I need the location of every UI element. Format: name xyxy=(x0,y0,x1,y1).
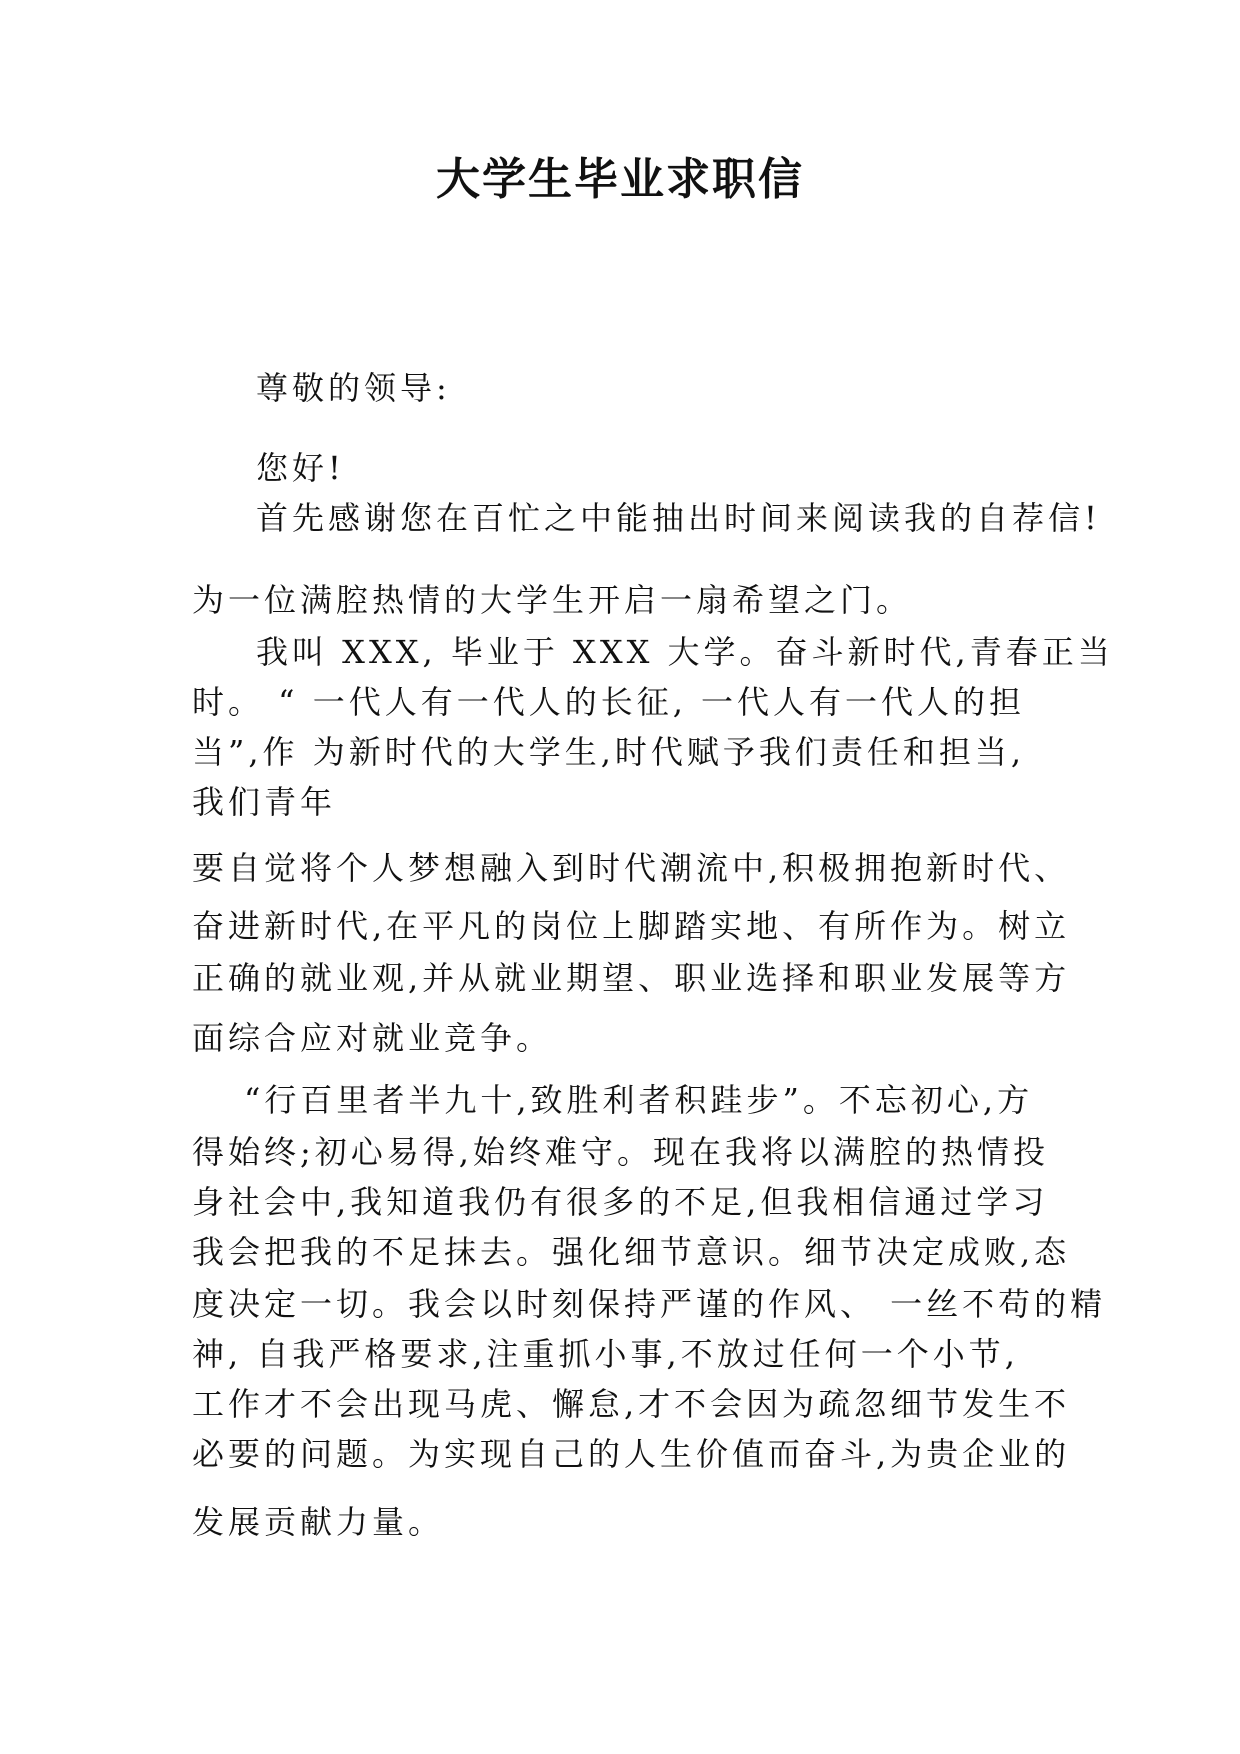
greeting: 您好! xyxy=(256,449,345,487)
paragraph-line: 度决定一切。我会以时刻保持严谨的作风、 一丝不苟的精 xyxy=(192,1285,1107,1323)
paragraph-line: 发展贡献力量。 xyxy=(192,1503,445,1541)
paragraph-line: 当”,作 为新时代的大学生,时代赋予我们责任和担当, xyxy=(192,733,1026,771)
paragraph-line: 我叫 XXX, 毕业于 XXX 大学。奋斗新时代,青春正当 xyxy=(256,633,1114,671)
paragraph-line: “行百里者半九十,致胜利者积跬步”。不忘初心,方 xyxy=(244,1081,1034,1119)
paragraph-line: 首先感谢您在百忙之中能抽出时间来阅读我的自荐信! xyxy=(256,499,1101,537)
paragraph-line: 我们青年 xyxy=(192,783,337,821)
paragraph-line: 正确的就业观,并从就业期望、职业选择和职业发展等方 xyxy=(192,959,1071,997)
paragraph-line: 时。 “ 一代人有一代人的长征, 一代人有一代人的担 xyxy=(192,683,1026,721)
paragraph-line: 奋进新时代,在平凡的岗位上脚踏实地、有所作为。树立 xyxy=(192,907,1071,945)
paragraph-line: 面综合应对就业竞争。 xyxy=(192,1019,553,1057)
paragraph-line: 我会把我的不足抹去。强化细节意识。细节决定成败,态 xyxy=(192,1233,1071,1271)
paragraph-line: 为一位满腔热情的大学生开启一扇希望之门。 xyxy=(192,581,913,619)
paragraph-line: 神, 自我严格要求,注重抓小事,不放过任何一个小节, xyxy=(192,1335,1019,1373)
paragraph-line: 得始终;初心易得,始终难守。现在我将以满腔的热情投 xyxy=(192,1133,1049,1171)
salutation: 尊敬的领导: xyxy=(256,369,451,407)
document-title: 大学生毕业求职信 xyxy=(436,154,804,205)
paragraph-line: 要自觉将个人梦想融入到时代潮流中,积极拥抱新时代、 xyxy=(192,849,1071,887)
paragraph-line: 身社会中,我知道我仍有很多的不足,但我相信通过学习 xyxy=(192,1183,1049,1221)
paragraph-line: 必要的问题。为实现自己的人生价值而奋斗,为贵企业的 xyxy=(192,1435,1071,1473)
paragraph-line: 工作才不会出现马虎、懈怠,才不会因为疏忽细节发生不 xyxy=(192,1385,1071,1423)
